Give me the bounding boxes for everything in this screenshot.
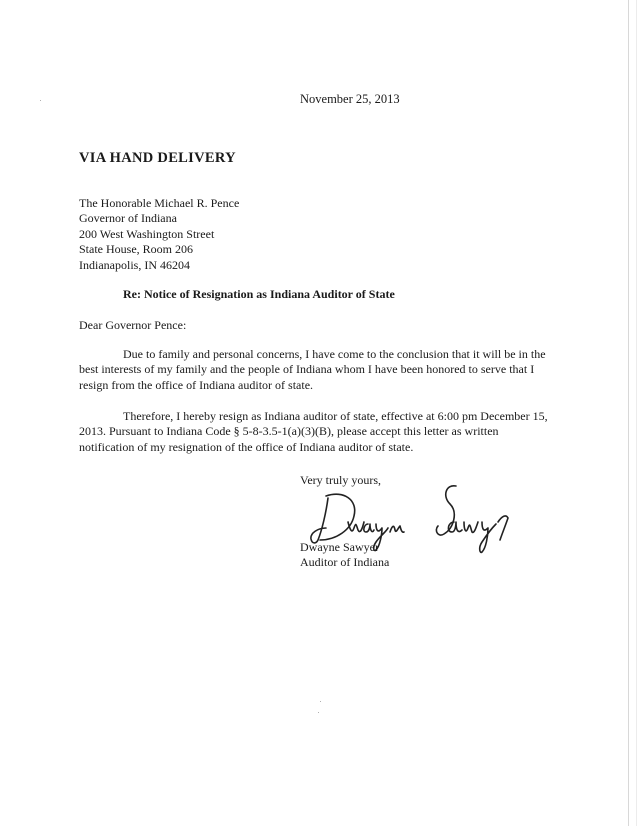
recipient-line: State House, Room 206 <box>79 242 193 257</box>
scan-speck <box>320 701 321 702</box>
closing: Very truly yours, <box>300 473 381 487</box>
letter-date: November 25, 2013 <box>300 92 400 106</box>
scan-speck <box>318 712 319 713</box>
subject-line: Re: Notice of Resignation as Indiana Auditor of State <box>123 287 395 301</box>
recipient-line: Governor of Indiana <box>79 211 177 226</box>
recipient-line: Indianapolis, IN 46204 <box>79 257 190 272</box>
scan-speck <box>40 100 41 101</box>
signer-block <box>300 540 389 571</box>
signer-title: Auditor of Indiana <box>300 555 390 570</box>
scan-edge-line <box>628 0 629 826</box>
recipient-address <box>79 196 239 273</box>
body-paragraph-1 <box>79 347 563 393</box>
scan-edge-line-outer <box>636 0 637 826</box>
delivery-method: VIA HAND DELIVERY <box>79 150 236 166</box>
paragraph-line: best interests of my family and the people of Indiana whom I have been honored to serve that I <box>79 362 535 377</box>
recipient-line: The Honorable Michael R. Pence <box>79 196 240 210</box>
paragraph-line: Therefore, I hereby resign as Indiana auditor of state, effective at 6:00 pm December 15, <box>123 409 548 423</box>
signer-name: Dwayne Sawyer <box>300 540 379 554</box>
recipient-line: 200 West Washington Street <box>79 226 215 241</box>
paragraph-line: Due to family and personal concerns, I have come to the conclusion that it will be in the <box>123 347 546 361</box>
paragraph-line: notification of my resignation of the office of Indiana auditor of state. <box>79 439 414 454</box>
salutation: Dear Governor Pence: <box>79 318 187 332</box>
body-paragraph-2 <box>79 409 563 455</box>
paragraph-line: 2013. Pursuant to Indiana Code § 5-8-3.5-1(a)(3)(B), please accept this letter as written <box>79 424 499 439</box>
paragraph-line: resign from the office of Indiana auditor of state. <box>79 377 314 392</box>
